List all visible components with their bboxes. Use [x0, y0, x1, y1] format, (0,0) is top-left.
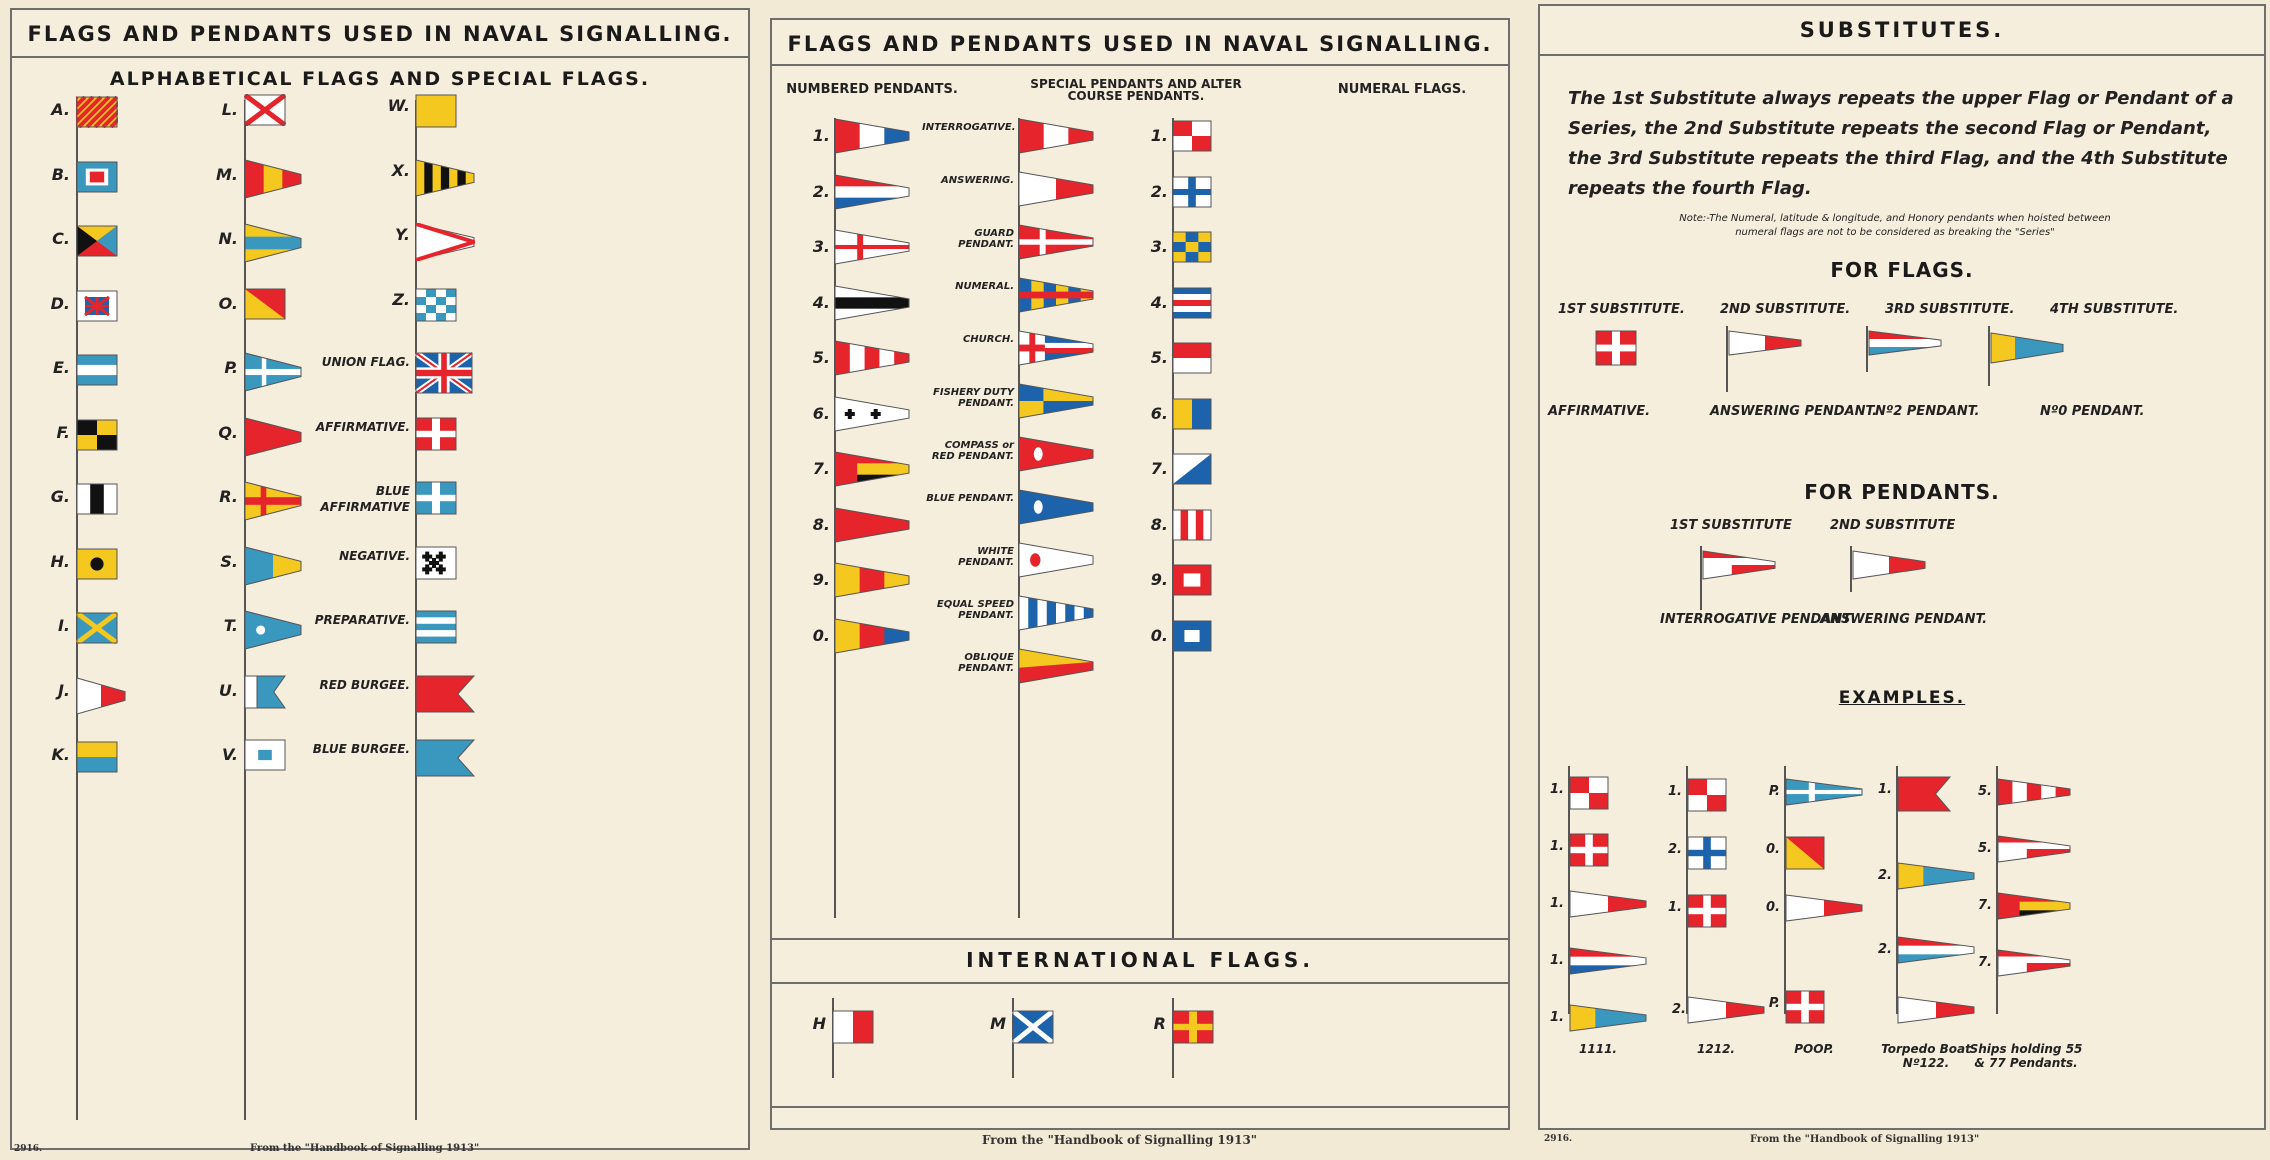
- flag-letter-label: U.: [218, 680, 238, 700]
- column-heading: NUMERAL FLAGS.: [1337, 82, 1467, 97]
- pendant-number-label: 9.: [812, 570, 830, 589]
- substitute-caption: AFFIRMATIVE.: [1548, 404, 1651, 419]
- numeral-flag-4-icon: [1172, 342, 1212, 374]
- example-flag-icon: [1569, 947, 1647, 975]
- affirmative-flag-icon: [1595, 330, 1637, 366]
- numbered-pendant-0-icon: [834, 118, 910, 154]
- no2-pendant-icon: [1868, 330, 1942, 356]
- example-label: 1.: [1668, 784, 1682, 799]
- substitute-caption: Nº2 PENDANT.: [1875, 404, 1980, 419]
- numbered-pendant-3-icon: [834, 285, 910, 321]
- divider: [1540, 54, 2264, 56]
- numeral-flag-label: 8.: [1150, 514, 1168, 534]
- flag-k-icon: [76, 741, 118, 773]
- numeral-flag-1-icon: [1172, 176, 1212, 208]
- example-flag-icon: [1785, 778, 1863, 806]
- for-flags-heading: FOR FLAGS.: [1830, 258, 1974, 282]
- flag-letter-label: L.: [221, 100, 238, 119]
- flag-o-icon: [244, 288, 286, 320]
- panel-alphabetical-flags: [0, 0, 760, 1160]
- flag-d-icon: [76, 290, 118, 322]
- flag-v-icon: [244, 739, 286, 771]
- example-flag-icon: [1687, 894, 1727, 928]
- example-label: P.: [1768, 996, 1780, 1011]
- numeral-flag-label: 9.: [1150, 570, 1168, 589]
- example-label: 0.: [1766, 900, 1780, 915]
- special-pendant-label: OBLIQUE PENDANT.: [958, 652, 1014, 674]
- flag-b-icon: [76, 161, 118, 193]
- substitute-heading: 4TH SUBSTITUTE.: [2050, 302, 2179, 317]
- flag-letter-label: Y.: [394, 225, 410, 244]
- flag-l-icon: [244, 94, 286, 126]
- flag-i-icon: [76, 612, 118, 644]
- numbered-pendant-2-icon: [834, 229, 910, 265]
- flag-letter-label: BLUE AFFIRMATIVE: [320, 484, 410, 514]
- numeral-flag-5-icon: [1172, 398, 1212, 430]
- footer-source: From the "Handbook of Signalling 1913": [250, 1143, 480, 1154]
- flag-letter-label: B.: [51, 164, 70, 184]
- example-caption: Torpedo Boat Nº122.: [1881, 1042, 1971, 1070]
- note-text: Note:-The Numeral, latitude & longitude, and Honory pendants when hoisted between numeral flags are not to be considered as breaking the "Series": [1679, 213, 2111, 238]
- example-label: 2.: [1878, 868, 1892, 883]
- special-pendant-9-icon: [1018, 595, 1094, 631]
- flag-letter-label: RED BURGEE.: [319, 677, 410, 692]
- flag-letter-label: N.: [218, 229, 238, 248]
- pendant-substitute-caption: INTERROGATIVE PENDANT: [1660, 612, 1852, 627]
- answering-pendant-icon: [1728, 330, 1802, 356]
- flag-letter-label: D.: [50, 293, 70, 313]
- divider: [12, 56, 748, 58]
- example-flag-icon: [1569, 1004, 1647, 1032]
- footer-source: From the "Handbook of Signalling 1913": [1750, 1134, 1980, 1145]
- column-heading: SPECIAL PENDANTS AND ALTER COURSE PENDANTS.: [1030, 77, 1242, 103]
- special-pendant-4-icon: [1018, 330, 1094, 366]
- special-pendant-7-icon: [1018, 489, 1094, 525]
- pendant-number-label: 4.: [812, 292, 830, 312]
- flag-a-icon: [76, 96, 118, 128]
- panel-title: FLAGS AND PENDANTS USED IN NAVAL SIGNALLING.: [27, 22, 733, 46]
- example-flag-icon: [1785, 836, 1825, 870]
- intl-flag-h-icon: [832, 1010, 874, 1044]
- special-pendant-2-icon: [1018, 224, 1094, 260]
- flag-letter-label: G.: [50, 487, 70, 506]
- special-pendant-label: CHURCH.: [962, 334, 1014, 345]
- substitute-caption: ANSWERING PENDANT.: [1710, 404, 1878, 419]
- example-flag-icon: [1897, 936, 1975, 964]
- example-caption: POOP.: [1794, 1042, 1834, 1056]
- special-pendant-label: WHITE PENDANT.: [958, 546, 1014, 568]
- flag-letter-label: UNION FLAG.: [321, 355, 410, 369]
- flag-neg-icon: [415, 546, 457, 580]
- panel-title: FLAGS AND PENDANTS USED IN NAVAL SIGNALLING.: [787, 32, 1493, 56]
- flag-z-icon: [415, 288, 457, 322]
- example-flag-icon: [1785, 894, 1863, 922]
- flag-letter-label: W.: [387, 96, 410, 115]
- example-label: 1.: [1550, 782, 1564, 797]
- flag-letter-label: K.: [51, 745, 70, 764]
- panel-frame: [1538, 4, 2266, 1130]
- flag-letter-label: T.: [223, 616, 238, 635]
- example-label: 1.: [1878, 782, 1892, 797]
- example-flag-icon: [1897, 862, 1975, 890]
- example-label: P.: [1768, 784, 1780, 799]
- numeral-flag-label: 4.: [1150, 292, 1168, 312]
- flag-letter-label: S.: [220, 551, 238, 571]
- numbered-pendant-5-icon: [834, 396, 910, 432]
- substitute-heading: 3RD SUBSTITUTE.: [1885, 302, 2015, 317]
- pendant-number-label: 8.: [812, 514, 830, 534]
- flag-letter-label: PREPARATIVE.: [314, 613, 410, 627]
- pendant-number-label: 5.: [812, 348, 830, 367]
- intl-flag-label: H: [812, 1014, 826, 1033]
- example-flag-icon: [1687, 996, 1765, 1024]
- numeral-flag-0-icon: [1172, 120, 1212, 152]
- numeral-flag-label: 1.: [1150, 126, 1168, 145]
- numbered-pendant-8-icon: [834, 562, 910, 598]
- flag-letter-label: F.: [56, 422, 70, 442]
- flag-u-icon: [244, 675, 286, 709]
- numeral-flag-9-icon: [1172, 620, 1212, 652]
- numeral-flag-7-icon: [1172, 509, 1212, 541]
- flag-letter-label: AFFIRMATIVE.: [315, 419, 410, 434]
- intl-flag-label: R: [1153, 1014, 1166, 1033]
- example-label: 1.: [1668, 900, 1682, 915]
- example-flag-icon: [1569, 890, 1647, 918]
- special-pendant-label: GUARD PENDANT.: [958, 228, 1014, 250]
- example-flag-icon: [1569, 776, 1609, 810]
- flag-aff-icon: [415, 417, 457, 451]
- column-heading: NUMBERED PENDANTS.: [786, 82, 958, 97]
- flag-letter-label: BLUE BURGEE.: [312, 742, 410, 756]
- numbered-pendant-1-icon: [834, 174, 910, 210]
- special-pendant-label: NUMERAL.: [955, 281, 1014, 292]
- special-pendant-6-icon: [1018, 436, 1094, 472]
- special-pendant-0-icon: [1018, 118, 1094, 154]
- flag-y-icon: [415, 223, 475, 261]
- special-pendant-10-icon: [1018, 648, 1094, 684]
- page-number: 2916.: [1544, 1134, 1573, 1144]
- flag-baff-icon: [415, 481, 457, 515]
- example-flag-icon: [1997, 835, 2071, 863]
- flag-x-icon: [415, 159, 475, 197]
- pendant-number-label: 0.: [812, 625, 830, 645]
- panel-subtitle: ALPHABETICAL FLAGS AND SPECIAL FLAGS.: [109, 68, 651, 90]
- numbered-pendant-9-icon: [834, 618, 910, 654]
- example-caption: 1111.: [1579, 1042, 1617, 1056]
- flag-bb-icon: [415, 739, 475, 777]
- panel-frame: [770, 18, 1510, 1130]
- for-pendants-heading: FOR PENDANTS.: [1804, 480, 2000, 504]
- divider: [772, 1106, 1508, 1108]
- panel-title: SUBSTITUTES.: [1799, 18, 2005, 42]
- flag-letter-label: M.: [216, 164, 238, 184]
- special-pendant-label: EQUAL SPEED PENDANT.: [936, 599, 1014, 621]
- example-label: 7.: [1978, 955, 1992, 970]
- flag-letter-label: R.: [219, 487, 238, 506]
- first-sub-pendant-icon: [1702, 550, 1776, 580]
- flag-letter-label: P.: [224, 358, 238, 377]
- special-pendant-5-icon: [1018, 383, 1094, 419]
- flag-letter-label: I.: [57, 616, 70, 635]
- intl-flag-m-icon: [1012, 1010, 1054, 1044]
- example-label: 0.: [1766, 842, 1780, 857]
- panel-numbered-pendants: [760, 0, 1530, 1160]
- flag-letter-label: Z.: [392, 289, 410, 309]
- numbered-pendant-4-icon: [834, 340, 910, 376]
- panel-frame: [10, 8, 750, 1150]
- numeral-flag-2-icon: [1172, 231, 1212, 263]
- special-pendant-label: ANSWERING.: [941, 175, 1014, 186]
- flag-letter-label: J.: [57, 680, 70, 700]
- special-pendant-8-icon: [1018, 542, 1094, 578]
- pendant-number-label: 3.: [812, 237, 830, 256]
- pendant-substitute-heading: 2ND SUBSTITUTE: [1830, 518, 1956, 533]
- special-pendant-label: BLUE PENDANT.: [926, 493, 1014, 504]
- intro-text: The 1st Substitute always repeats the upper Flag or Pendant of a Series, the 2nd Substitute repeats the second Flag or Pendant, the 3rd Substitute repeats the third Flag, and the 4th Substitute repeats the fourth Flag.: [1568, 88, 2234, 199]
- example-label: 1.: [1550, 953, 1564, 968]
- examples-heading: EXAMPLES.: [1838, 688, 1966, 708]
- numbered-pendant-7-icon: [834, 507, 910, 543]
- numeral-flag-8-icon: [1172, 564, 1212, 596]
- pendant-number-label: 7.: [812, 459, 830, 478]
- flag-letter-label: O.: [218, 293, 238, 313]
- example-caption: Ships holding 55 & 77 Pendants.: [1969, 1042, 2083, 1070]
- pendant-substitute-heading: 1ST SUBSTITUTE: [1670, 518, 1792, 533]
- example-label: 2.: [1668, 842, 1682, 857]
- example-flag-icon: [1687, 778, 1727, 812]
- special-pendant-label: INTERROGATIVE.: [922, 122, 1016, 133]
- example-flag-icon: [1687, 836, 1727, 870]
- flag-union-icon: [415, 352, 473, 394]
- numeral-flag-label: 6.: [1150, 403, 1168, 423]
- flag-letter-label: C.: [52, 229, 70, 248]
- example-caption: 1212.: [1697, 1042, 1735, 1056]
- example-flag-icon: [1997, 778, 2071, 806]
- example-label: 5.: [1978, 784, 1992, 799]
- flag-rb-icon: [415, 675, 475, 713]
- intl-flag-label: M: [990, 1014, 1006, 1033]
- flag-prep-icon: [415, 610, 457, 644]
- special-pendant-label: COMPASS or RED PENDANT.: [931, 440, 1014, 462]
- international-title: INTERNATIONAL FLAGS.: [966, 948, 1314, 972]
- flag-c-icon: [76, 225, 118, 257]
- numbered-pendant-6-icon: [834, 451, 910, 487]
- intl-flag-r-icon: [1172, 1010, 1214, 1044]
- numeral-flag-label: 7.: [1150, 459, 1168, 478]
- special-pendant-1-icon: [1018, 171, 1094, 207]
- flag-letter-label: V.: [222, 745, 238, 764]
- no0-pendant-icon: [1990, 332, 2064, 364]
- example-flag-icon: [1997, 892, 2071, 920]
- example-label: 1.: [1550, 896, 1564, 911]
- numeral-flag-label: 5.: [1150, 348, 1168, 367]
- divider: [772, 938, 1508, 940]
- flag-h-icon: [76, 548, 118, 580]
- example-label: 2.: [1878, 942, 1892, 957]
- substitute-heading: 1ST SUBSTITUTE.: [1558, 302, 1685, 317]
- example-label: 5.: [1978, 841, 1992, 856]
- example-label: 7.: [1978, 898, 1992, 913]
- numeral-flag-6-icon: [1172, 453, 1212, 485]
- example-label: 2.: [1672, 1002, 1686, 1017]
- panel-substitutes: [1530, 0, 2270, 1160]
- special-pendant-label: FISHERY DUTY PENDANT.: [933, 387, 1014, 409]
- numeral-flag-label: 2.: [1150, 181, 1168, 201]
- divider: [772, 982, 1508, 984]
- example-flag-icon: [1897, 996, 1975, 1024]
- flag-letter-label: A.: [51, 100, 70, 119]
- example-flag-icon: [1785, 990, 1825, 1024]
- pendant-number-label: 2.: [812, 181, 830, 201]
- page-number: 2916.: [14, 1144, 43, 1154]
- example-label: 1.: [1550, 1010, 1564, 1025]
- numeral-flag-3-icon: [1172, 287, 1212, 319]
- answering-pendant-icon: [1852, 550, 1926, 580]
- numeral-flag-label: 3.: [1150, 237, 1168, 256]
- flag-letter-label: H.: [50, 551, 70, 571]
- flag-letter-label: E.: [52, 358, 70, 377]
- flag-letter-label: NEGATIVE.: [339, 548, 410, 563]
- flag-g-icon: [76, 483, 118, 515]
- flag-e-icon: [76, 354, 118, 386]
- substitute-heading: 2ND SUBSTITUTE.: [1720, 302, 1851, 317]
- flag-j-icon: [76, 677, 126, 715]
- pendant-number-label: 1.: [812, 126, 830, 145]
- example-flag-icon: [1569, 833, 1609, 867]
- example-label: 1.: [1550, 839, 1564, 854]
- substitute-caption: Nº0 PENDANT.: [2040, 404, 2145, 419]
- example-flag-icon: [1997, 949, 2071, 977]
- example-flag-icon: [1897, 776, 1951, 812]
- divider: [772, 64, 1508, 66]
- flag-f-icon: [76, 419, 118, 451]
- pendant-substitute-caption: ANSWERING PENDANT.: [1820, 612, 1988, 627]
- flag-w-icon: [415, 94, 457, 128]
- footer-source: From the "Handbook of Signalling 1913": [982, 1133, 1258, 1147]
- numeral-flag-label: 0.: [1150, 625, 1168, 645]
- special-pendant-3-icon: [1018, 277, 1094, 313]
- flag-letter-label: Q.: [218, 422, 238, 442]
- pendant-number-label: 6.: [812, 403, 830, 423]
- flag-letter-label: X.: [391, 160, 410, 180]
